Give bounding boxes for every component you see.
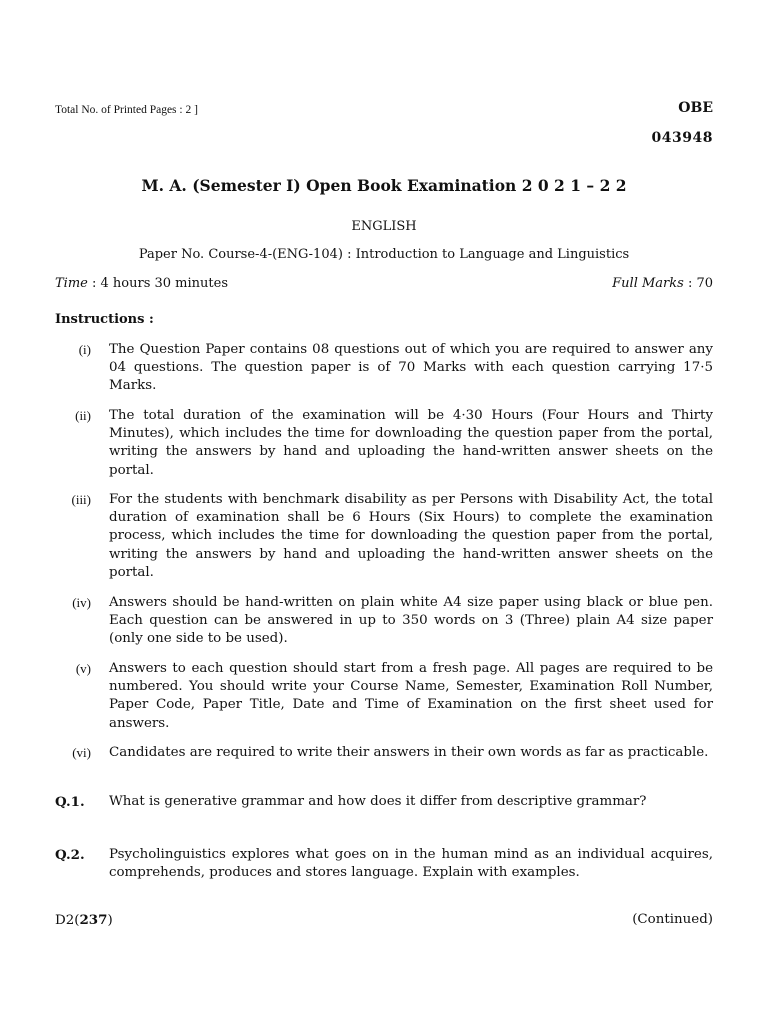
printed-pages-note: Total No. of Printed Pages : 2 ]	[55, 104, 198, 116]
instruction-number: (ii)	[75, 408, 91, 423]
paper-details: Paper No. Course-4-(ENG-104) : Introduction to Language and Linguistics	[138, 247, 630, 262]
instruction-text: The total duration of the examination will be 4·30 Hours (Four Hours and Thirty Minutes), which includes the time for downloading the question paper from the portal, writing the answers by hand and uploading the hand-written answer sheets on the portal.	[109, 408, 713, 478]
instruction-number: (iv)	[72, 595, 91, 610]
footer-code-prefix: D2(	[55, 913, 80, 928]
instruction-item	[55, 407, 713, 480]
paper-code: 043948	[651, 130, 713, 146]
time-label: Time	[55, 276, 88, 291]
footer-code-suffix: )	[107, 913, 113, 928]
obe-label: OBE	[678, 100, 713, 116]
instruction-number: (iii)	[71, 492, 91, 507]
question-item	[55, 846, 713, 882]
subject-name: ENGLISH	[351, 219, 417, 234]
marks-value: : 70	[683, 276, 713, 291]
question-item	[55, 793, 713, 811]
time-allowed	[55, 276, 228, 291]
marks-label: Full Marks	[612, 276, 684, 291]
instruction-item	[55, 594, 713, 649]
instruction-item	[55, 491, 713, 582]
continued-label: (Continued)	[632, 912, 713, 927]
instruction-item	[55, 341, 713, 396]
full-marks	[612, 276, 713, 291]
footer-code	[55, 912, 113, 928]
time-value: : 4 hours 30 minutes	[87, 276, 228, 291]
instructions-heading: Instructions :	[55, 312, 154, 327]
question-text: Psycholinguistics explores what goes on in the human mind as an individual acquires, comprehends, produces and stores language. Explain with examples.	[109, 847, 713, 881]
instruction-item	[55, 744, 713, 762]
instruction-number: (vi)	[72, 745, 91, 760]
instruction-text: Answers to each question should start from a fresh page. All pages are required to be numbered. You should write your Course Name, Semester, Examination Roll Number, Paper Code, Paper Title, Date and Time of Examination on the first sheet used for answers.	[109, 661, 713, 731]
instruction-text: Answers should be hand-written on plain white A4 size paper using black or blue pen. Each question can be answered in up to 350 words on 3 (Three) plain A4 size paper (only one side to be used).	[109, 595, 713, 647]
instruction-number: (v)	[75, 661, 91, 676]
instruction-text: For the students with benchmark disability as per Persons with Disability Act, the total duration of examination shall be 6 Hours (Six Hours) to complete the examination process, which includes the time for downloading the question paper from the portal, writing the answers by hand and uploading the hand-written answer sheets on the portal.	[109, 492, 713, 580]
question-text: What is generative grammar and how does it differ from descriptive grammar?	[109, 794, 647, 809]
instruction-text: The Question Paper contains 08 questions out of which you are required to answer any 04 questions. The question paper is of 70 Marks with each question carrying 17·5 Marks.	[109, 342, 713, 394]
question-number: Q.1.	[55, 794, 85, 810]
instruction-number: (i)	[78, 342, 91, 357]
exam-title: M. A. (Semester I) Open Book Examination 2 0 2 1 – 2 2	[141, 176, 627, 195]
question-number: Q.2.	[55, 847, 85, 863]
instruction-text: Candidates are required to write their answers in their own words as far as practicable.	[109, 745, 709, 760]
footer-code-number: 237	[79, 912, 108, 928]
instruction-item	[55, 660, 713, 733]
